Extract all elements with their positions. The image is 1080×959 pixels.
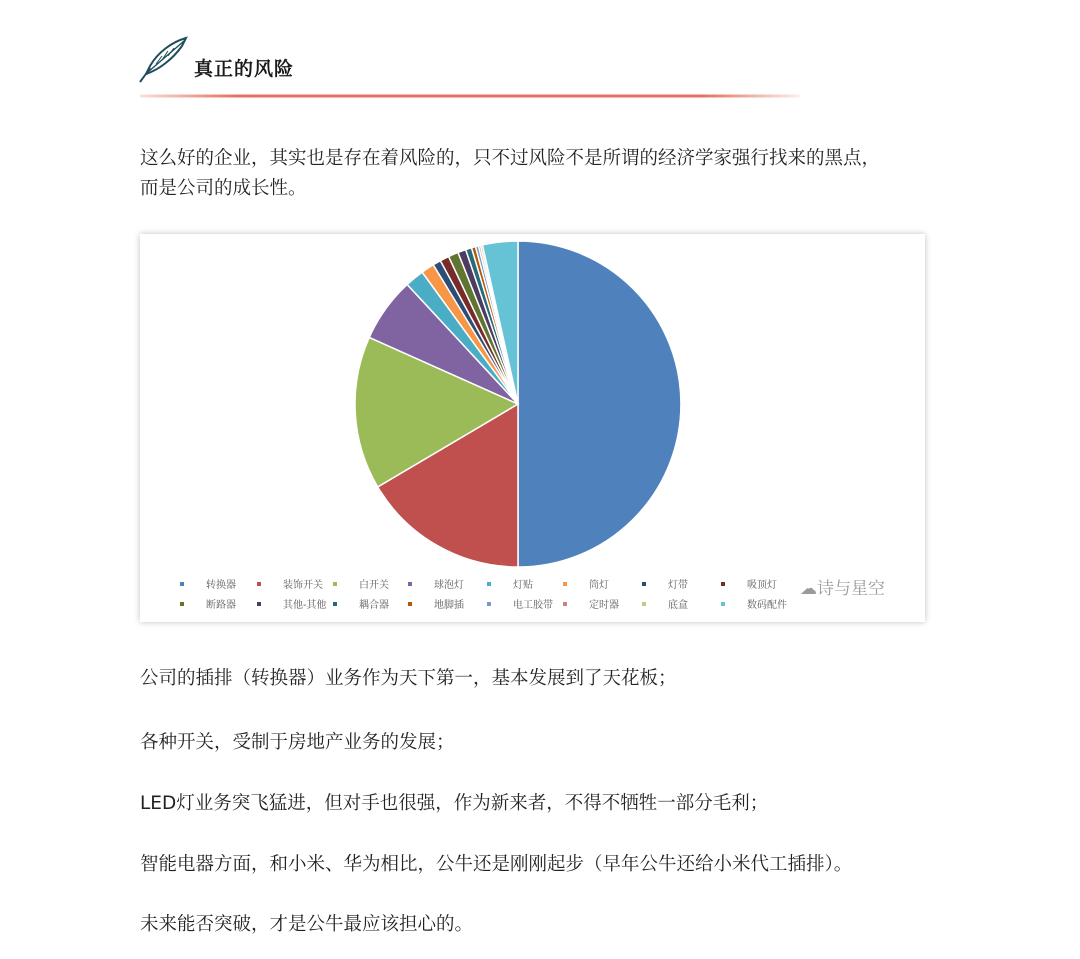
section-header [138, 36, 802, 98]
pie-chart [140, 234, 925, 622]
legend-marker [333, 602, 337, 606]
legend-marker [180, 582, 184, 586]
legend-marker [563, 602, 567, 606]
paragraph-converter: 公司的插排（转换器）业务作为天下第一，基本发展到了天花板； [140, 668, 677, 689]
legend-label: 地脚插 [434, 600, 464, 611]
legend-label: 灯贴 [513, 580, 533, 591]
paragraph-switches: 各种开关，受制于房地产业务的发展； [140, 732, 455, 753]
legend-label: 底盒 [668, 600, 688, 611]
intro-line-1: 这么好的企业，其实也是存在着风险的，只不过风险不是所谓的经济学家强行找来的黑点， [140, 148, 881, 169]
title-underline [140, 94, 800, 98]
legend-marker [257, 602, 261, 606]
section-title: 真正的风险 [194, 58, 295, 80]
pie-slice-1 [518, 241, 681, 567]
legend-label: 其他-其他 [283, 600, 327, 611]
wechat-icon: ☁ [800, 579, 817, 599]
paragraph-smart: 智能电器方面，和小米、华为相比，公牛还是刚刚起步（早年公牛还给小米代工插排）。 [140, 854, 853, 875]
legend-marker [721, 602, 725, 606]
legend-marker [487, 602, 491, 606]
legend-label: 耦合器 [359, 600, 389, 611]
legend-marker [487, 582, 491, 586]
legend-label: 断路器 [206, 600, 236, 611]
paragraph-led: LED灯业务突飞猛进，但对手也很强，作为新来者，不得不牺牲一部分毛利； [140, 793, 769, 814]
legend-marker [408, 582, 412, 586]
watermark [800, 574, 885, 599]
legend-marker [408, 602, 412, 606]
legend-label: 球泡灯 [434, 580, 464, 591]
legend-label: 装饰开关 [283, 580, 323, 591]
legend-label: 电工胶带 [513, 600, 553, 611]
legend-label: 数码配件 [747, 600, 787, 611]
paragraph-future: 未来能否突破，才是公牛最应该担心的。 [140, 914, 474, 935]
intro-line-2: 而是公司的成长性。 [140, 178, 307, 199]
legend-marker [180, 602, 184, 606]
pie-chart-svg [140, 234, 925, 622]
legend-label: 定时器 [589, 600, 619, 611]
legend-marker [333, 582, 337, 586]
legend-marker [721, 582, 725, 586]
legend-marker [257, 582, 261, 586]
watermark-text: 诗与星空 [817, 579, 885, 599]
legend-marker [642, 602, 646, 606]
legend-label: 白开关 [359, 580, 389, 591]
legend-label: 转换器 [206, 580, 236, 591]
legend-label: 吸顶灯 [747, 580, 777, 591]
legend-label: 筒灯 [589, 580, 609, 591]
legend-marker [563, 582, 567, 586]
feather-pen-icon [138, 36, 190, 84]
legend-label: 灯带 [668, 580, 688, 591]
legend-marker [642, 582, 646, 586]
